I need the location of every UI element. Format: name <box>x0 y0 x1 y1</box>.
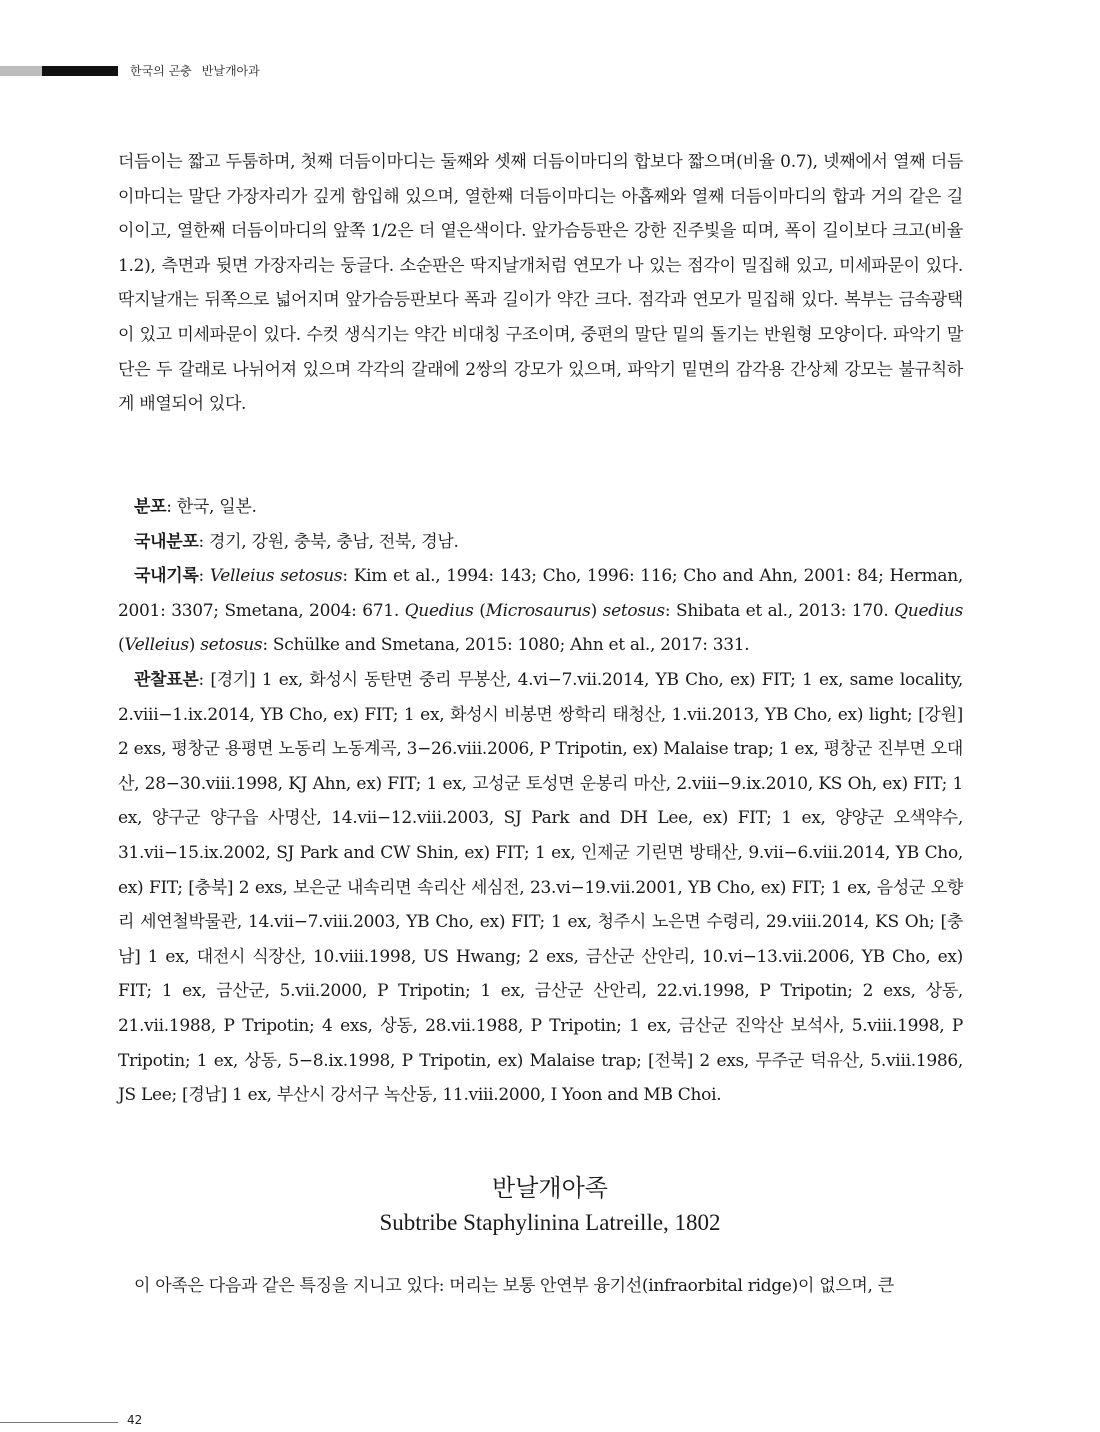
header-gray-bar <box>0 66 42 76</box>
domestic-distribution-text: : 경기, 강원, 충북, 충남, 전북, 경남. <box>198 531 459 552</box>
description-paragraph <box>118 145 963 422</box>
domestic-distribution-label: 국내분포 <box>134 531 199 552</box>
records-block <box>118 490 963 1113</box>
distribution-line <box>118 490 963 525</box>
genus-name: Quedius <box>404 600 474 621</box>
subtribe-description <box>118 1269 963 1304</box>
distribution-label: 분포 <box>134 497 167 517</box>
footer-rule <box>0 1422 118 1423</box>
distribution-text: : 한국, 일본. <box>166 497 257 517</box>
records-text: ) <box>590 600 603 621</box>
section-title-korean: 반날개아족 <box>492 1174 608 1202</box>
subgenus-name: Velleius <box>124 635 189 656</box>
subtribe-description-text: 이 아족은 다음과 같은 특징을 지니고 있다: 머리는 보통 안연부 융기선(infraorbital ridge)이 없으며, 큰 <box>134 1276 894 1296</box>
records-text: ( <box>118 635 125 656</box>
domestic-records-paragraph <box>118 559 963 663</box>
description-text: 더듬이는 짧고 두툼하며, 첫째 더듬이마디는 둘째와 셋째 더듬이마디의 합보다 짧으며(비율 0.7), 넷째에서 열째 더듬이마디는 말단 가장자리가 깊게 함입해 있으며, 열한째 더듬이마디는 아홉째와 열째 더듬이마디의 합과 거의 같은 길이이고, 열한째 더듬이마디의 앞쪽 1/2은 더 옅은색이다. 앞가슴등판은 강한 진주빛을 띠며, 폭이 길이보다 크고(비율 1.2), 측면과 뒷면 가장자리는 둥글다. 소순판은 딱지날개처럼 연모가 나 있는 점각이 밀집해 있고, 미세파문이 있다. 딱지날개는 뒤쪽으로 넓어지며 앞가슴등판보다 폭과 길이가 약간 크다. 점각과 연모가 밀집해 있다. 복부는 금속광택이 있고 미세파문이 있다. 수컷 생식기는 약간 비대칭 구조이며, 중편의 말단 밑의 돌기는 반원형 모양이다. 파악기 말단은 두 갈래로 나뉘어져 있으며 각각의 갈래에 2쌍의 강모가 있으며, 파악기 밑면의 감각용 간상체 강모는 불규칙하게 배열되어 있다. <box>118 152 963 415</box>
records-text: : Kim et al., 1994: 143; Cho, 1996: 116; Cho and Ahn, 2001: 84; Herman, 2001: 3307; Smetana, 2004: 671. <box>118 566 963 621</box>
specimens-label: 관찰표본 <box>134 669 199 690</box>
genus-name: Quedius <box>894 600 963 621</box>
records-text: : Schülke and Smetana, 2015: 1080; Ahn et al., 2017: 331. <box>262 635 750 656</box>
specimens-text: : [경기] 1 ex, 화성시 동탄면 중리 무봉산, 4.vi−7.vii.2014, YB Cho, ex) FIT; 1 ex, same locality, 2.viii−1.ix.2014, YB Cho, ex) FIT; 1 ex, 화성시 비봉면 쌍학리 태청산, 1.vii.2013, YB Cho, ex) light; [강원] 2 exs, 평창군 용평면 노동리 노동계곡, 3−26.viii.2006, P Tripotin, ex) Malaise trap; 1 ex, 평창군 진부면 오대산, 28−30.viii.1998, KJ Ahn, ex) FIT; 1 ex, 고성군 토성면 운봉리 마산, 2.viii−9.ix.2010, KS Oh, ex) FIT; 1 ex, 양구군 양구읍 사명산, 14.vii−12.viii.2003, SJ Park and DH Lee, ex) FIT; 1 ex, 양양군 오색약수, 31.vii−15.ix.2002, SJ Park and CW Shin, ex) FIT; 1 ex, 인제군 기린면 방태산, 9.vii−6.viii.2014, YB Cho, ex) FIT; [충북] 2 exs, 보은군 내속리면 속리산 세심전, 23.vi−19.vii.2001, YB Cho, ex) FIT; 1 ex, 음성군 오향리 세연철박물관, 14.vii−7.viii.2003, YB Cho, ex) FIT; 1 ex, 청주시 노은면 수령리, 29.viii.2014, KS Oh; [충남] 1 ex, 대전시 식장산, 10.viii.1998, US Hwang; 2 exs, 금산군 산안리, 10.vi−13.vii.2006, YB Cho, ex) FIT; 1 ex, 금산군, 5.vii.2000, P Tripotin; 1 ex, 금산군 산안리, 22.vi.1998, P Tripotin; 2 exs, 상동, 21.vii.1988, P Tripotin; 4 exs, 상동, 28.vii.1988, P Tripotin; 1 ex, 금산군 진악산 보석사, 5.viii.1998, P Tripotin; 1 ex, 상동, 5−8.ix.1998, P Tripotin, ex) Malaise trap; [전북] 2 exs, 무주군 덕유산, 5.viii.1986, JS Lee; [경남] 1 ex, 부산시 강서구 녹산동, 11.viii.2000, I Yoon and MB Choi. <box>118 669 963 1106</box>
subgenus-name: Microsaurus <box>485 600 591 621</box>
specimens-paragraph <box>118 663 963 1113</box>
section-title-latin: Subtribe Staphylinina Latreille, 1802 <box>379 1210 721 1235</box>
book-title: 한국의 곤충 <box>130 64 192 78</box>
records-text: ) <box>188 635 201 656</box>
species-name: setosus <box>602 600 665 621</box>
chapter-title: 반날개아과 <box>201 64 260 78</box>
page-number: 42 <box>127 1413 143 1427</box>
records-text: : <box>198 566 210 587</box>
records-text: : Shibata et al., 2013: 170. <box>664 600 895 621</box>
domestic-records-label: 국내기록 <box>134 566 199 587</box>
species-name: Velleius setosus <box>209 566 343 587</box>
domestic-distribution-line <box>118 525 963 560</box>
records-text: ( <box>473 600 486 621</box>
header-black-bar <box>42 66 118 76</box>
running-header <box>130 62 260 79</box>
species-name: setosus <box>200 635 263 656</box>
